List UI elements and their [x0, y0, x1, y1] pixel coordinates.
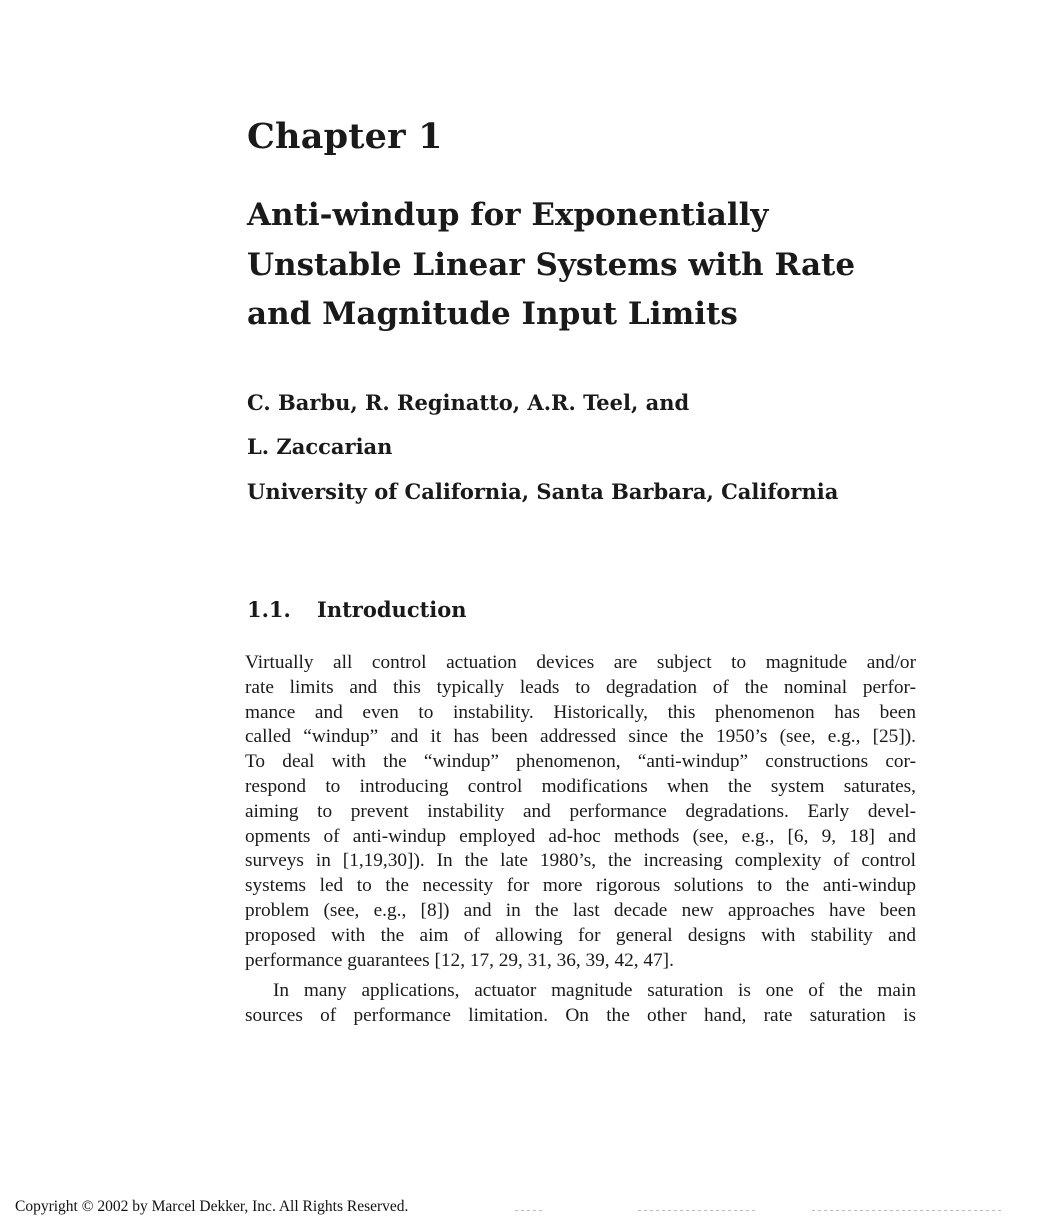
- text-line: mance and even to instability. Historically, this phenomenon has been: [245, 701, 916, 723]
- chapter-title-line: Unstable Linear Systems with Rate: [247, 246, 856, 283]
- text-line: Virtually all control actuation devices are subject to magnitude and/or: [245, 652, 916, 673]
- chapter-title: [247, 191, 947, 340]
- text-line: performance guarantees [12, 17, 29, 31, 36, 39, 42, 47].: [245, 949, 674, 971]
- text-line: In many applications, actuator magnitude saturation is one of the main: [273, 980, 916, 1002]
- scan-artifact: [638, 1210, 758, 1211]
- text-line: opments of anti-windup employed ad-hoc methods (see, e.g., [6, 9, 18] and: [245, 825, 916, 847]
- author-affiliation: University of California, Santa Barbara, California: [247, 479, 839, 504]
- text-line: rate limits and this typically leads to degradation of the nominal perfor-: [245, 676, 916, 698]
- text-line: proposed with the aim of allowing for general designs with stability and: [245, 924, 916, 946]
- text-line: surveys in [1,19,30]). In the late 1980’s, the increasing complexity of control: [245, 850, 916, 872]
- chapter-label: Chapter 1: [247, 116, 443, 157]
- text-line: systems led to the necessity for more rigorous solutions to the anti-windup: [245, 875, 916, 897]
- author-list: [247, 381, 689, 469]
- text-line: problem (see, e.g., [8]) and in the last decade new approaches have been: [245, 899, 916, 921]
- section-number: 1.1.: [247, 597, 291, 622]
- text-line: sources of performance limitation. On the other hand, rate saturation is: [245, 1005, 916, 1027]
- section-title: Introduction: [317, 597, 467, 622]
- section-heading: [247, 595, 467, 625]
- text-line: To deal with the “windup” phenomenon, “anti-windup” constructions cor-: [245, 751, 916, 773]
- scan-artifact: [515, 1210, 545, 1211]
- copyright-notice: Copyright © 2002 by Marcel Dekker, Inc. All Rights Reserved.: [15, 1198, 409, 1215]
- text-line: respond to introducing control modifications when the system saturates,: [245, 775, 916, 797]
- chapter-title-line: and Magnitude Input Limits: [247, 296, 738, 332]
- text-line: aiming to prevent instability and performance degradations. Early devel-: [245, 800, 916, 822]
- author-line: C. Barbu, R. Reginatto, A.R. Teel, and: [247, 390, 690, 415]
- body-text: [245, 651, 916, 1029]
- text-line: called “windup” and it has been addressed since the 1950’s (see, e.g., [25]).: [245, 726, 916, 748]
- scan-artifact: [812, 1210, 1002, 1211]
- author-line: L. Zaccarian: [247, 434, 393, 459]
- chapter-title-line: Anti-windup for Exponentially: [247, 197, 769, 233]
- paragraph: [245, 979, 916, 1029]
- paragraph: [245, 651, 916, 973]
